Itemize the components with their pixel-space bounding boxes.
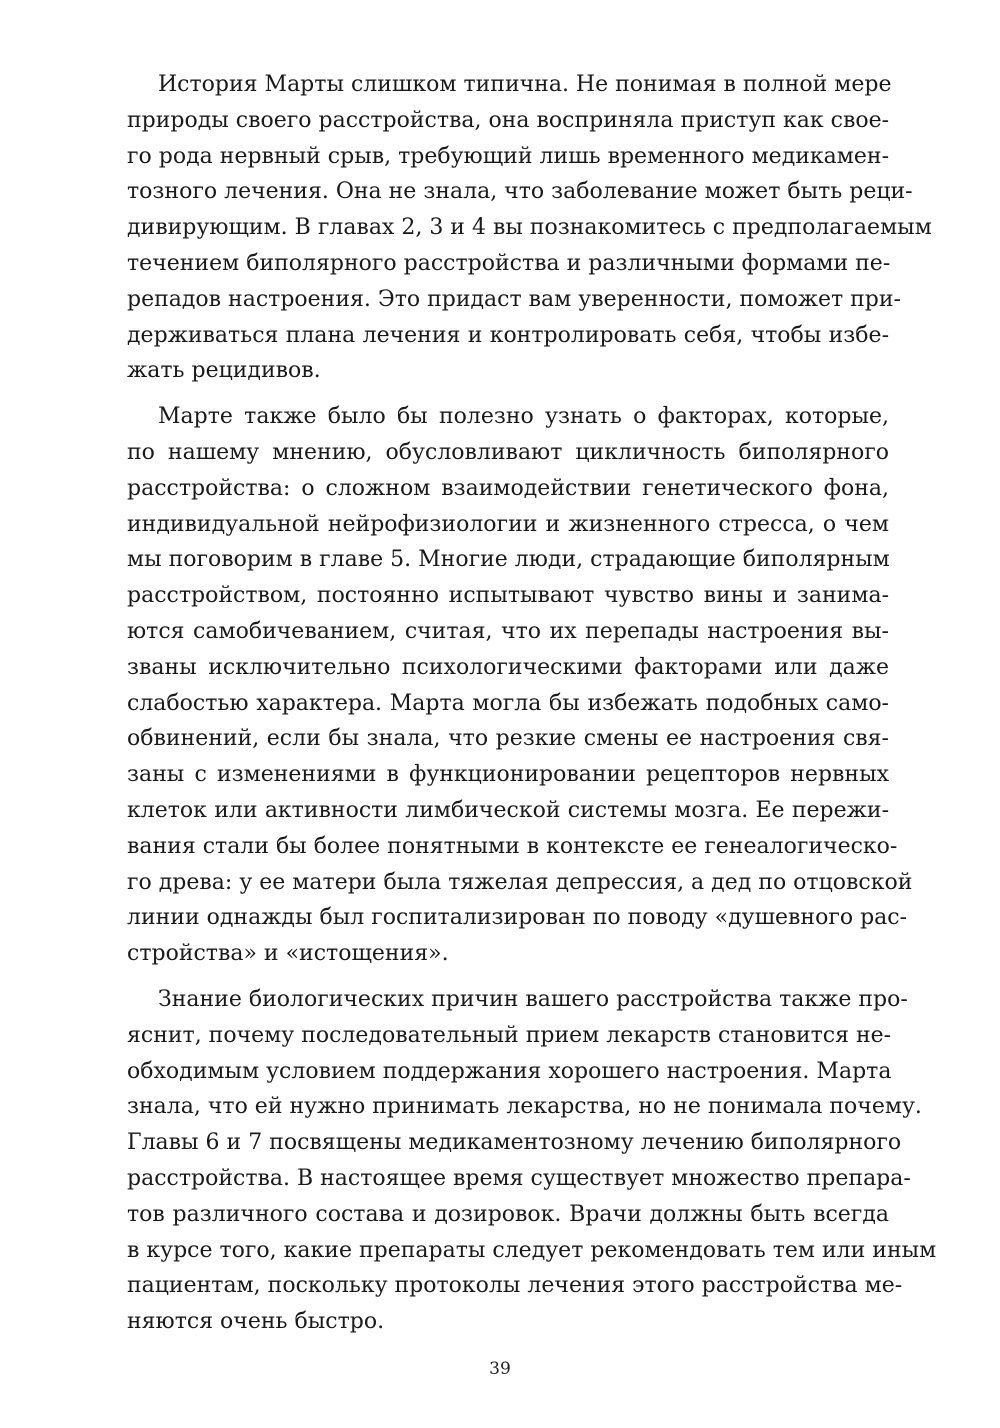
text-line: течением биполярного расстройства и различными формами пе- [127,250,891,276]
text-line: линии однажды был госпитализирован по поводу «душевного рас- [127,905,908,931]
text-line: ются самобичеванием, считая, что их перепады настроения вы- [127,618,889,644]
text-line: Марте также было бы полезно узнать о факторах, которые, [158,404,889,430]
text-line: го рода нервный срыв, требующий лишь временного медикамен- [127,143,889,169]
text-line: История Марты слишком типична. Не понимая в полной мере [158,72,892,97]
text-line: вания стали бы более понятными в контексте ее генеалогическо- [127,833,898,859]
text-line: Главы 6 и 7 посвящены медикаментозному лечению биполярного [127,1130,902,1156]
text-line: обвинений, если бы знала, что резкие смены ее настроения свя- [127,726,889,752]
text-line: индивидуальной нейрофизиологии и жизненного стресса, о чем [127,511,889,537]
text-line: жать рецидивов. [127,358,321,384]
text-line: расстройства. В настоящее время существует множество препара- [127,1165,911,1191]
text-line: дивирующим. В главах 2, 3 и 4 вы познакомитесь с предполагаемым [127,215,932,241]
text-line: го древа: у ее матери была тяжелая депрессия, а дед по отцовской [127,869,913,895]
page-number: 39 [489,1359,511,1379]
text-line: Знание биологических причин вашего расстройства также про- [158,986,908,1012]
text-line: расстройством, постоянно испытывают чувство вины и занима- [127,583,889,609]
text-line: тов различного состава и дозировок. Врачи должны быть всегда [127,1201,889,1227]
text-line: расстройства: о сложном взаимодействии генетического фона, [127,475,889,501]
paragraph [127,982,937,1340]
text-line: держиваться плана лечения и контролировать себя, чтобы избе- [127,322,889,348]
text-line: тозного лечения. Она не знала, что заболевание может быть реци- [127,179,913,205]
text-line: стройства» и «истощения». [127,941,449,967]
text-line: заны с изменениями в функционировании рецепторов нервных [127,762,889,788]
text-line: по нашему мнению, обусловливают цикличность биполярного [127,439,889,465]
text-line: званы исключительно психологическими факторами или даже [127,654,889,680]
body-text [127,67,937,1350]
text-line: природы своего расстройства, она восприняла приступ как свое- [127,107,890,133]
paragraph [127,67,932,389]
text-line: мы поговорим в главе 5. Многие люди, страдающие биполярным [127,547,890,573]
text-line: в курсе того, какие препараты следует рекомендовать тем или иным [127,1237,937,1263]
text-line: обходимым условием поддержания хорошего настроения. Марта [127,1058,892,1084]
paragraph [127,399,913,972]
text-line: знала, что ей нужно принимать лекарства, но не понимала почему. [127,1094,922,1120]
text-line: клеток или активности лимбической системы мозга. Ее пережи- [127,797,889,823]
text-line: репадов настроения. Это придаст вам уверенности, поможет при- [127,286,901,312]
text-line: слабостью характера. Марта могла бы избежать подобных само- [127,690,889,716]
text-line: яснит, почему последовательный прием лекарств становится не- [127,1022,892,1048]
text-line: няются очень быстро. [127,1309,385,1335]
text-line: пациентам, поскольку протоколы лечения этого расстройства ме- [127,1273,903,1299]
